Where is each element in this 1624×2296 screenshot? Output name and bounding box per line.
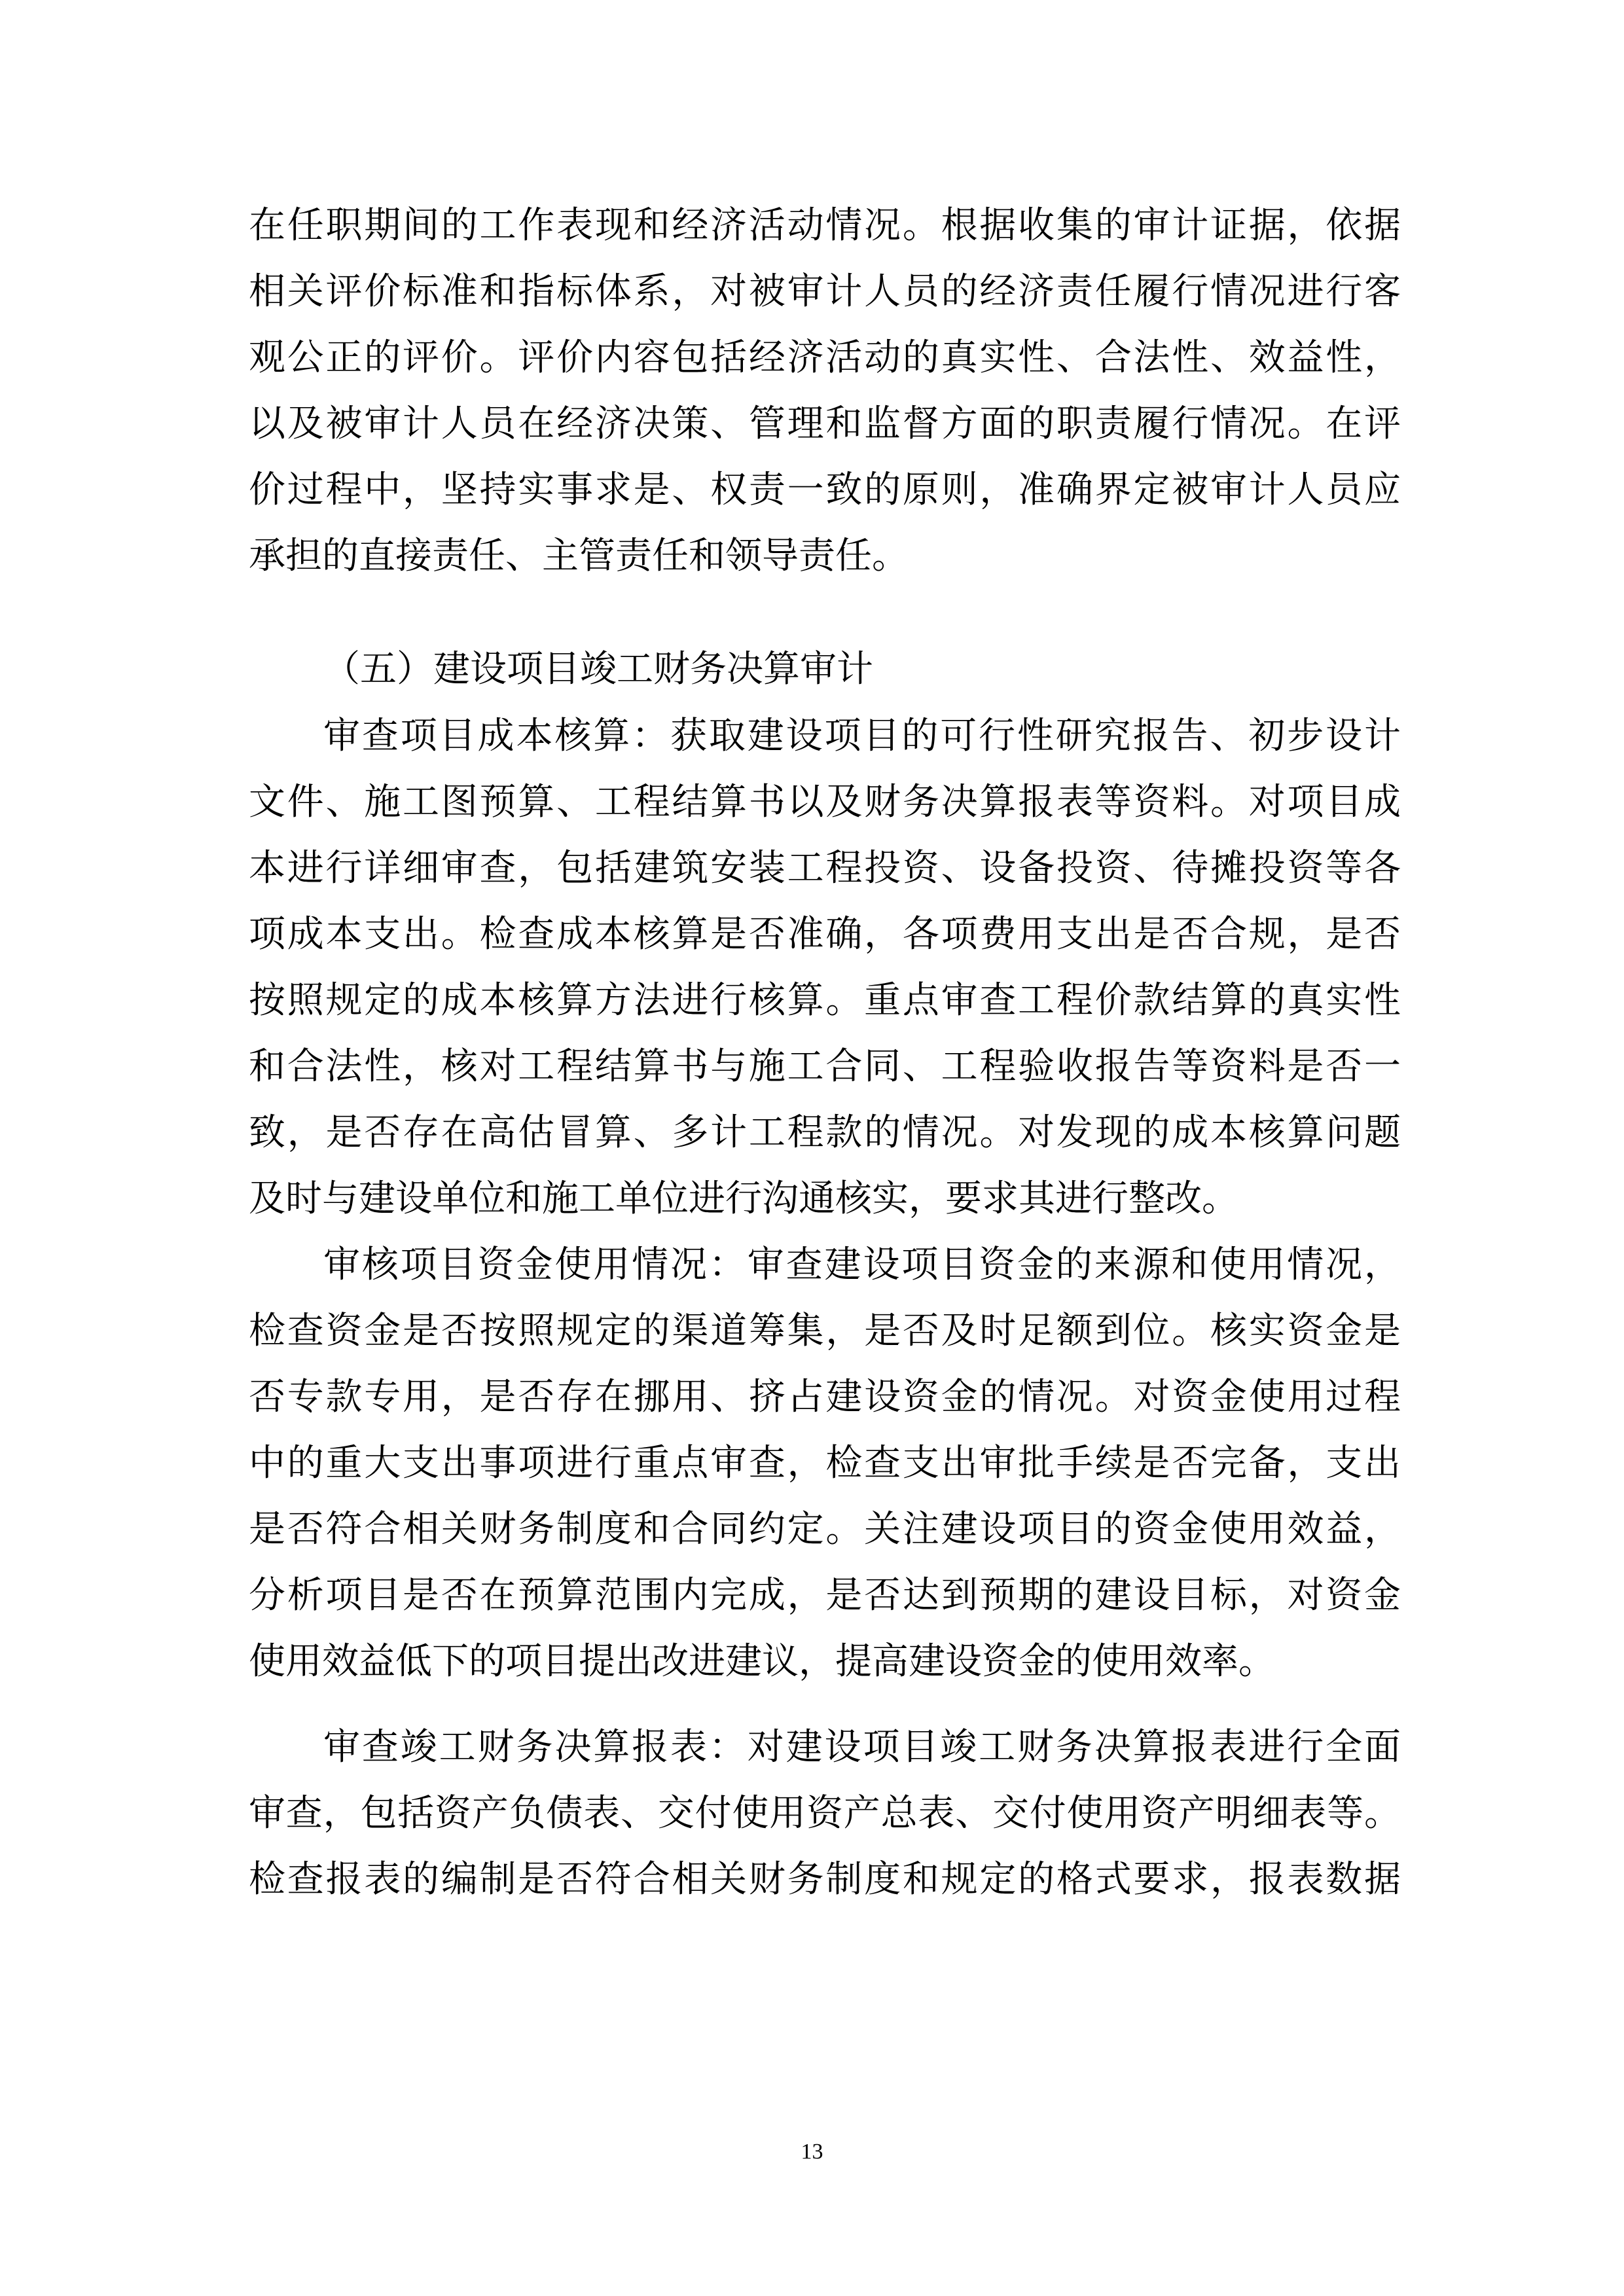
paragraph-first-line: 审核项目资金使用情况：审查建设项目资金的来源和使用情况， <box>323 1244 1401 1286</box>
body-text-line: 相关评价标准和指标体系，对被审计人员的经济责任履行情况进行客 <box>249 270 1401 313</box>
body-text-line: 中的重大支出事项进行重点审查，检查支出审批手续是否完备，支出 <box>249 1442 1401 1484</box>
body-text-line: 否专款专用，是否存在挪用、挤占建设资金的情况。对资金使用过程 <box>249 1376 1401 1418</box>
body-text-line: 检查报表的编制是否符合相关财务制度和规定的格式要求，报表数据 <box>249 1858 1401 1901</box>
section-heading: （五）建设项目竣工财务决算审计 <box>323 648 873 691</box>
body-text-line: 审查，包括资产负债表、交付使用资产总表、交付使用资产明细表等。 <box>249 1792 1401 1835</box>
body-text-line: 项成本支出。检查成本核算是否准确，各项费用支出是否合规，是否 <box>249 913 1401 956</box>
body-text-line: 价过程中，坚持实事求是、权责一致的原则，准确界定被审计人员应 <box>249 469 1401 511</box>
body-text-line: 观公正的评价。评价内容包括经济活动的真实性、合法性、效益性， <box>249 336 1401 379</box>
body-text-line: 分析项目是否在预算范围内完成，是否达到预期的建设目标，对资金 <box>249 1574 1401 1617</box>
body-text-line: 是否符合相关财务制度和合同约定。关注建设项目的资金使用效益， <box>249 1508 1401 1551</box>
body-text-line: 及时与建设单位和施工单位进行沟通核实，要求其进行整改。 <box>249 1177 1238 1220</box>
body-text-line: 致，是否存在高估冒算、多计工程款的情况。对发现的成本核算问题 <box>249 1111 1401 1154</box>
body-text-line: 本进行详细审查，包括建筑安装工程投资、设备投资、待摊投资等各 <box>249 847 1401 889</box>
paragraph-first-line: 审查项目成本核算：获取建设项目的可行性研究报告、初步设计 <box>323 715 1401 757</box>
body-text-line: 使用效益低下的项目提出改进建议，提高建设资金的使用效率。 <box>249 1640 1275 1683</box>
body-text-line: 在任职期间的工作表现和经济活动情况。根据收集的审计证据，依据 <box>249 204 1401 247</box>
body-text-line: 承担的直接责任、主管责任和领导责任。 <box>249 535 909 577</box>
body-text-line: 以及被审计人员在经济决策、管理和监督方面的职责履行情况。在评 <box>249 403 1401 445</box>
page-number: 13 <box>801 2140 823 2164</box>
body-text-line: 和合法性，核对工程结算书与施工合同、工程验收报告等资料是否一 <box>249 1045 1401 1088</box>
paragraph-first-line: 审查竣工财务决算报表：对建设项目竣工财务决算报表进行全面 <box>323 1726 1401 1768</box>
body-text-line: 按照规定的成本核算方法进行核算。重点审查工程价款结算的真实性 <box>249 979 1401 1022</box>
body-text-line: 文件、施工图预算、工程结算书以及财务决算报表等资料。对项目成 <box>249 781 1401 823</box>
body-text-line: 检查资金是否按照规定的渠道筹集，是否及时足额到位。核实资金是 <box>249 1310 1401 1352</box>
